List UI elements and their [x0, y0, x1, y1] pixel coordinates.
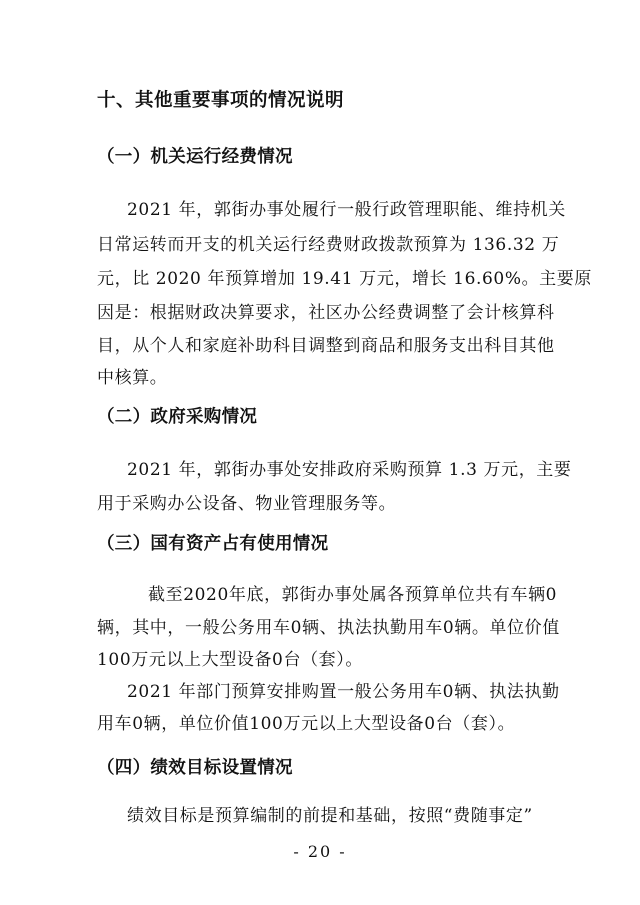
- page-number: - 20 -: [293, 842, 347, 861]
- paragraph-line: 2021 年部门预算安排购置一般公务用车0辆、执法执勤: [127, 682, 560, 702]
- subsection-heading-4: （四）绩效目标设置情况: [97, 758, 293, 778]
- paragraph-line: 2021 年，郭街办事处安排政府采购预算 1.3 万元，主要: [127, 460, 572, 480]
- section-title: 十、其他重要事项的情况说明: [97, 90, 345, 111]
- paragraph-line: 2021 年，郭街办事处履行一般行政管理职能、维持机关: [127, 200, 566, 220]
- paragraph-line: 辆，其中，一般公务用车0辆、执法执勤用车0辆。单位价值: [97, 618, 560, 638]
- paragraph-line: 中核算。: [97, 368, 168, 388]
- paragraph-line: 绩效目标是预算编制的前提和基础，按照“费随事定”: [127, 806, 533, 826]
- paragraph-line: 用车0辆，单位价值100万元以上大型设备0台（套）。: [97, 714, 516, 734]
- paragraph-line: 100万元以上大型设备0台（套）。: [97, 650, 363, 670]
- paragraph-line: 截至2020年底，郭街办事处属各预算单位共有车辆0: [148, 585, 558, 605]
- subsection-heading-3: （三）国有资产占有使用情况: [97, 534, 329, 554]
- paragraph-line: 用于采购办公设备、物业管理服务等。: [97, 494, 397, 514]
- paragraph-line: 元，比 2020 年预算增加 19.41 万元，增长 16.60%。主要原: [97, 269, 592, 289]
- paragraph-line: 目，从个人和家庭补助科目调整到商品和服务支出科目其他: [97, 336, 555, 356]
- subsection-heading-2: （二）政府采购情况: [97, 407, 258, 427]
- paragraph-line: 日常运转而开支的机关运行经费财政拨款预算为 136.32 万: [97, 235, 560, 255]
- paragraph-line: 因是：根据财政决算要求，社区办公经费调整了会计核算科: [97, 303, 555, 323]
- subsection-heading-1: （一）机关运行经费情况: [97, 147, 293, 167]
